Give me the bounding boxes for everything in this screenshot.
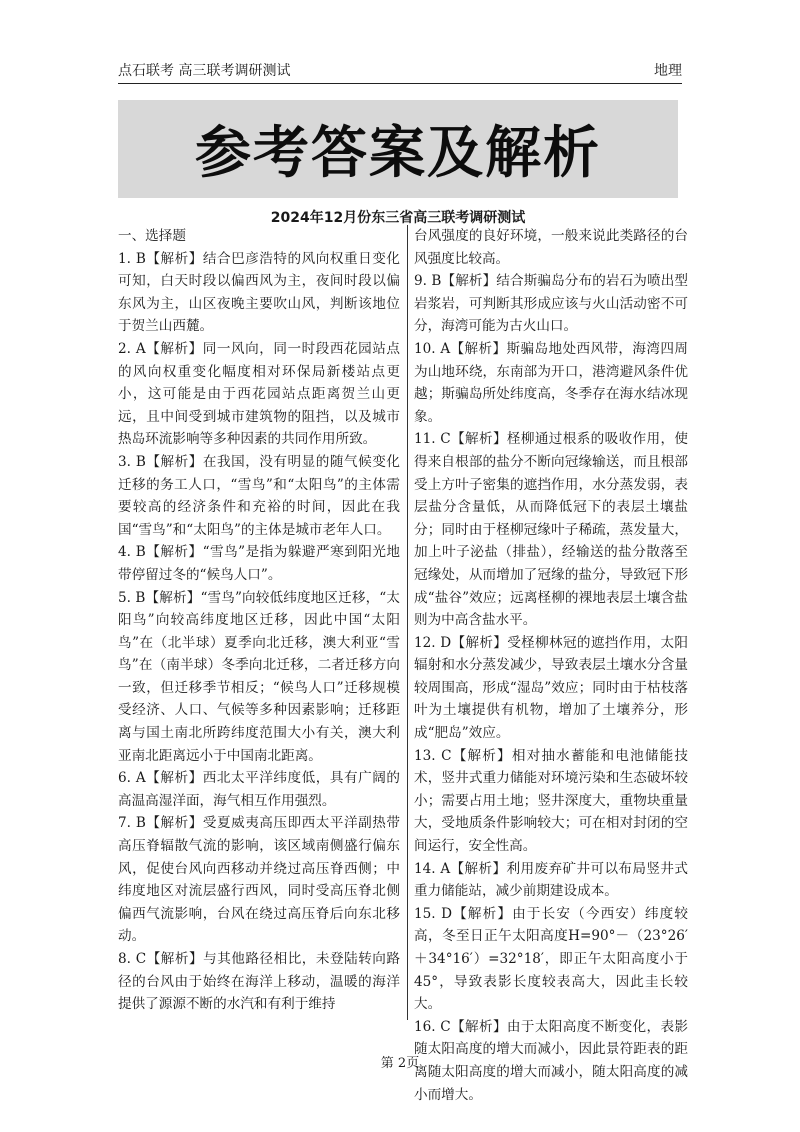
answer-item: 14. A【解析】利用废弃矿井可以布局竖井式重力储能站，减少前期建设成本。 (414, 860, 688, 900)
left-column (118, 225, 400, 1016)
answer-item: 6. A【解析】西北太平洋纬度低，具有广阔的高温高湿洋面，海气相互作用强烈。 (118, 770, 400, 809)
header-exam-title: 点石联考 高三联考调研测试 (118, 63, 291, 79)
section-heading: 一、选择题 (118, 228, 186, 244)
document-subtitle: 2024年12月份东三省高三联考调研测试 (270, 210, 526, 226)
page-number: 第 2页 (380, 1056, 420, 1071)
title-banner (118, 100, 678, 198)
page-header (118, 58, 682, 84)
answer-item: 7. B【解析】受夏威夷高压即西太平洋副热带高压脊辐散气流的影响，该区域南侧盛行偏东风，促使台风向西移动并绕过高压脊西侧；中纬度地区对流层盛行西风，同时受高压脊北侧偏西气流影响，台风在绕过高压脊后向东北移动。 (118, 815, 400, 945)
answer-item: 10. A【解析】斯骗岛地处西风带，海湾四周为山地环绕，东南部为开口，港湾避风条件优越；斯骗岛所处纬度高，冬季存在海水结冰现象。 (414, 340, 688, 425)
answer-item: 3. B【解析】在我国，没有明显的随气候变化迁移的务工人口，“雪鸟”和“太阳鸟”的主体需要较高的经济条件和充裕的时间，因此在我国“雪鸟”和“太阳鸟”的主体是城市老年人口。 (118, 453, 400, 538)
answer-item: 15. D【解析】由于长安（今西安）纬度较高，冬至日正午太阳高度H=90°－（23°26′＋34°16′）=32°18′，即正午太阳高度小于45°，导致表影长度较表高大，因此圭长较大。 (414, 905, 688, 1013)
answer-item: 2. A【解析】同一风向，同一时段西花园站点的风向权重变化幅度相对环保局新楼站点更小，这可能是由于西花园站点距离贺兰山更远，且中间受到城市建筑物的阻挡，以及城市热岛环流影响等多种因素的共同作用所致。 (118, 340, 400, 448)
answer-item: 11. C【解析】柽柳通过根系的吸收作用，使得来自根部的盐分不断向冠缘输送，而且根部受上方叶子密集的遮挡作用，水分蒸发弱，表层盐分含量低，从而降低冠下的表层土壤盐分；同时由于柽柳冠缘叶子稀疏，蒸发量大，加上叶子泌盐（排盐），经输送的盐分散落至冠缘处，从而增加了冠缘的盐分，导致冠下形成“盐谷”效应；远离柽柳的裸地表层土壤含盐则为中高含盐水平。 (414, 431, 688, 629)
answer-item: 5. B【解析】“雪鸟”向较低纬度地区迁移，“太阳鸟”向较高纬度地区迁移，因此中国“太阳鸟”在（北半球）夏季向北迁移，澳大利亚“雪鸟”在（南半球）冬季向北迁移，二者迁移方向一致，但迁移季节相反；“候鸟人口”迁移规模受经济、人口、气候等多种因素影响；迁移距离与国土南北所跨纬度范围大小有关，澳大利亚南北距离远小于中国南北距离。 (118, 589, 400, 764)
answer-item: 9. B【解析】结合斯骗岛分布的岩石为喷出型岩浆岩，可判断其形成应该与火山活动密不可分，海湾可能为古火山口。 (414, 273, 688, 335)
header-subject: 地理 (654, 63, 682, 79)
answer-item: 13. C【解析】相对抽水蓄能和电池储能技术，竖井式重力储能对环境污染和生态破坏较小；需要占用土地；竖井深度大，重物块重量大，受地质条件影响较大；可在相对封闭的空间运行，安全性高。 (414, 747, 688, 855)
answer-item: 12. D【解析】受柽柳林冠的遮挡作用，太阳辐射和水分蒸发减少，导致表层土壤水分含量较周围高，形成“湿岛”效应；同时由于枯枝落叶为土壤提供有机物，增加了土壤养分，形成“肥岛”效应。 (414, 634, 688, 742)
answer-item: 1. B【解析】结合巴彦浩特的风向权重日变化可知，白天时段以偏西风为主，夜间时段以偏东风为主，山区夜晚主要吹山风，判断该地位于贺兰山西麓。 (118, 250, 400, 335)
answer-item: 8. C【解析】与其他路径相比，未登陆转向路径的台风由于始终在海洋上移动，温暖的海洋提供了源源不断的水汽和有利于维持 (118, 951, 400, 1013)
banner-title: 参考答案及解析 (195, 121, 601, 186)
answer-item: 4. B【解析】“雪鸟”是指为躲避严寒到阳光地带停留过冬的“候鸟人口”。 (118, 544, 400, 583)
answer-item: 台风强度的良好环境，一般来说此类路径的台风强度比较高。 (414, 228, 688, 267)
answer-item: 16. C【解析】由于太阳高度不断变化，表影随太阳高度的增大而减小，因此景符距表的距离随太阳高度的增大而减小，随太阳高度的减小而增大。 (414, 1018, 688, 1103)
right-column (414, 225, 688, 1106)
column-divider (407, 225, 408, 1020)
